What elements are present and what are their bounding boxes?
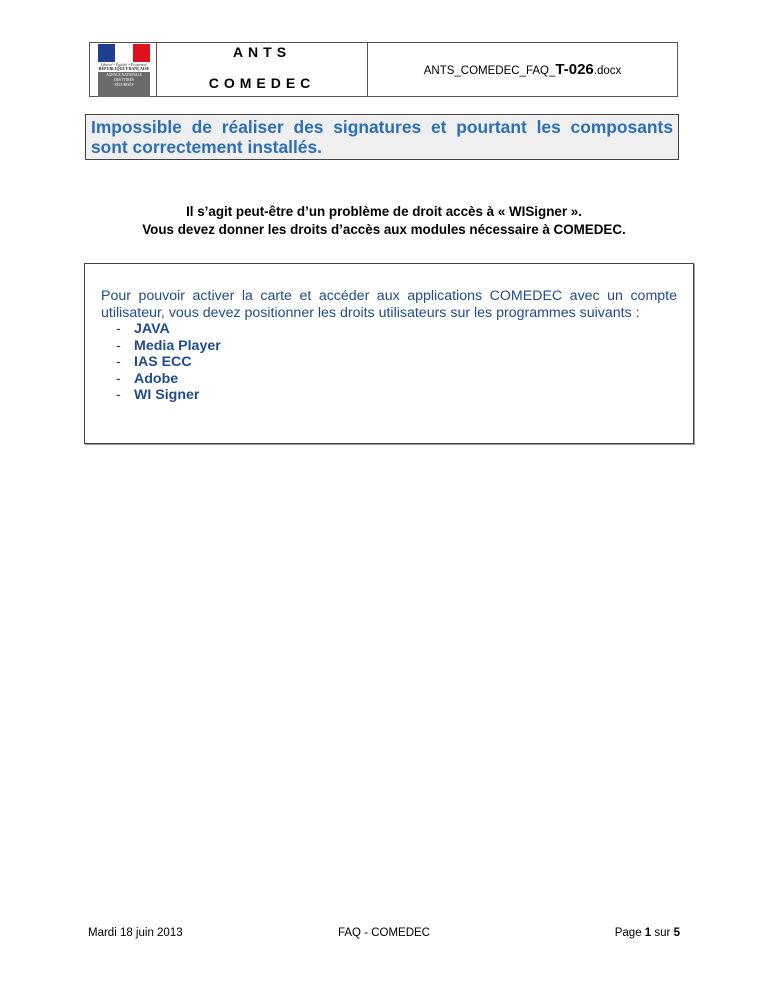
program-item bbox=[116, 354, 677, 371]
brand-ants: ANTS bbox=[232, 44, 292, 60]
document-header bbox=[89, 42, 678, 97]
logo-agency-block bbox=[98, 72, 150, 97]
bullet-dash: - bbox=[116, 370, 121, 387]
bullet-dash: - bbox=[116, 354, 121, 370]
filename-prefix: ANTS_COMEDEC_FAQ_ bbox=[423, 65, 556, 77]
program-name: Media Player bbox=[134, 337, 221, 354]
header-brand-cell bbox=[157, 43, 368, 96]
page-total: 5 bbox=[673, 927, 680, 939]
instructions-text: Pour pouvoir activer la carte et accéder aux applications COMEDEC avec un compte utilisateur, vous devez positionner les droits utilisateurs sur les programmes suivants : bbox=[101, 288, 677, 321]
header-file-cell bbox=[368, 43, 677, 96]
program-name: IAS ECC bbox=[134, 354, 192, 370]
footer-title: FAQ - COMEDEC bbox=[337, 927, 430, 939]
logo-agency-line: AGENCE NATIONALE bbox=[106, 73, 142, 77]
page-separator: sur bbox=[654, 927, 671, 939]
logo-republic: RÉPUBLIQUE FRANÇAISE bbox=[98, 66, 150, 71]
footer-date: Mardi 18 juin 2013 bbox=[88, 927, 183, 939]
program-item bbox=[116, 371, 677, 388]
logo-agency-line: SÉCURISÉS bbox=[114, 83, 134, 88]
french-flag-icon bbox=[98, 44, 150, 62]
intro-line-2: Vous devez donner les droits d’accès aux modules nécessaire à COMEDEC. bbox=[142, 222, 626, 237]
ants-logo bbox=[90, 43, 157, 96]
faq-title: Impossible de réaliser des signatures et pourtant les composants sont correctement installés. bbox=[91, 117, 673, 157]
page-label: Page bbox=[614, 927, 642, 939]
bullet-dash: - bbox=[116, 321, 121, 337]
program-item bbox=[116, 387, 677, 404]
program-list bbox=[101, 321, 677, 404]
page-current: 1 bbox=[644, 927, 652, 939]
instructions-box bbox=[84, 263, 694, 444]
filename-code: T-026 bbox=[555, 61, 594, 78]
program-name: WI Signer bbox=[134, 387, 200, 403]
logo-agency-line: DES TITRES bbox=[114, 78, 134, 83]
document-filename bbox=[368, 61, 677, 78]
program-name: JAVA bbox=[134, 321, 170, 337]
brand-comedec: COMEDEC bbox=[208, 75, 316, 91]
filename-extension: .docx bbox=[593, 65, 622, 77]
intro-line-1: Il s’agit peut-être d’un problème de droit accès à « WISigner ». bbox=[186, 204, 582, 219]
faq-title-box bbox=[85, 114, 679, 160]
bullet-dash: - bbox=[116, 337, 121, 354]
bullet-dash: - bbox=[116, 387, 121, 403]
logo-motto: Liberté • Égalité • Fraternité bbox=[100, 62, 148, 67]
program-name: Adobe bbox=[134, 370, 179, 387]
program-item bbox=[116, 338, 677, 355]
program-item bbox=[116, 321, 677, 338]
footer-page-number bbox=[615, 927, 680, 939]
